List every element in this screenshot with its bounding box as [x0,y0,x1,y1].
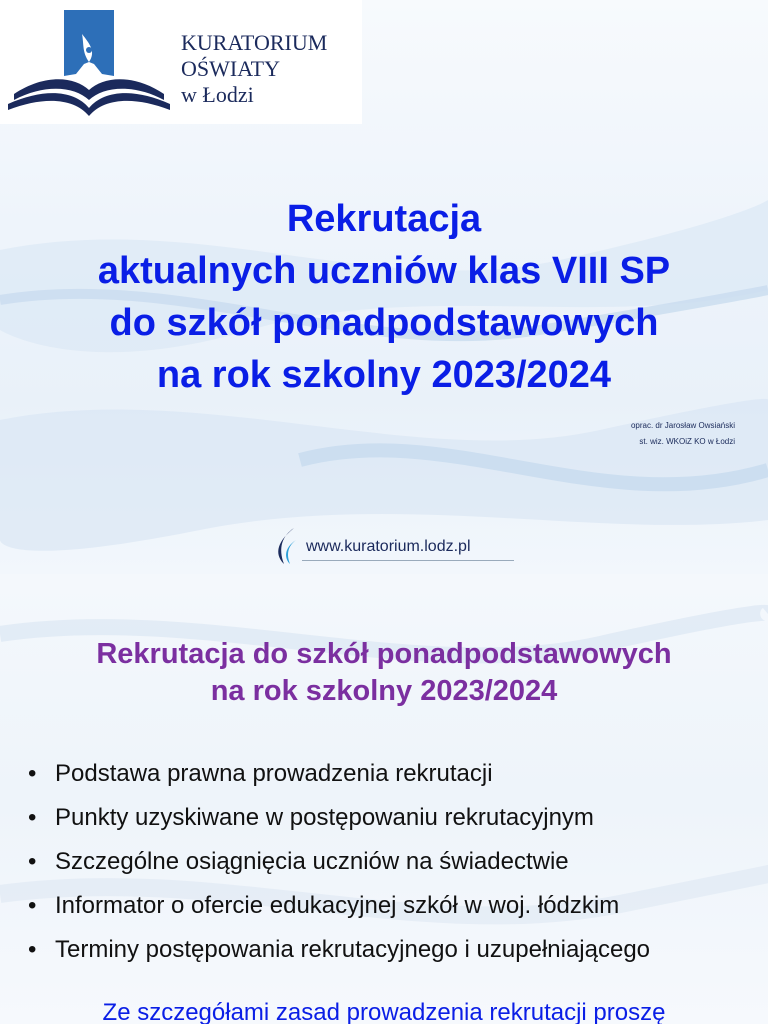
title-line-3: do szkół ponadpodstawowych [109,302,659,344]
author-line-1: oprac. dr Jarosław Owsiański [630,421,735,430]
author-line-2: st. wiz. WKOiZ KO w Łodzi [639,437,735,446]
list-item-text: Podstawa prawna prowadzenia rekrutacji [55,760,493,787]
slide-title [0,193,768,401]
agenda-list [28,757,650,977]
bullet-glyph: • [28,892,37,919]
list-item [28,933,650,977]
list-item [28,801,650,845]
continuation-text: Ze szczegółami zasad prowadzenia rekrutacji proszę [102,999,666,1024]
title-line-1: Rekrutacja [286,198,482,240]
website-link[interactable] [272,526,516,566]
bullet-glyph: • [28,936,37,963]
title-line-4: na rok szkolny 2023/2024 [156,354,612,396]
bullet-glyph: • [28,804,37,831]
website-url[interactable]: www.kuratorium.lodz.pl [306,538,471,555]
flame-logo-icon [272,526,302,566]
title-line-2: aktualnych uczniów klas VIII SP [97,250,671,292]
bullet-glyph: • [28,848,37,875]
list-item-text: Terminy postępowania rekrutacyjnego i uzupełniającego [55,936,651,963]
title-line-2: na rok szkolny 2023/2024 [210,675,558,707]
url-underline [302,560,514,561]
logo-line-1: KURATORIUM [181,30,328,55]
list-item [28,757,650,801]
list-item [28,889,650,933]
agenda-slide [0,574,768,1024]
list-item-text: Szczególne osiągnięcia uczniów na świadectwie [55,848,569,875]
list-item [28,845,650,889]
logo-text [181,30,327,108]
logo-line-2: OŚWIATY [181,56,280,81]
bullet-glyph: • [28,760,37,787]
slide-title [0,636,768,710]
logo-panel [0,0,362,124]
list-item-text: Punkty uzyskiwane w postępowaniu rekrutacyjnym [55,804,594,831]
open-book-quill-icon [4,4,174,124]
title-line-1: Rekrutacja do szkół ponadpodstawowych [96,638,672,670]
author-credit [631,418,735,450]
list-item-text: Informator o ofercie edukacyjnej szkół w woj. łódzkim [55,892,620,919]
logo-line-3: w Łodzi [181,82,254,107]
